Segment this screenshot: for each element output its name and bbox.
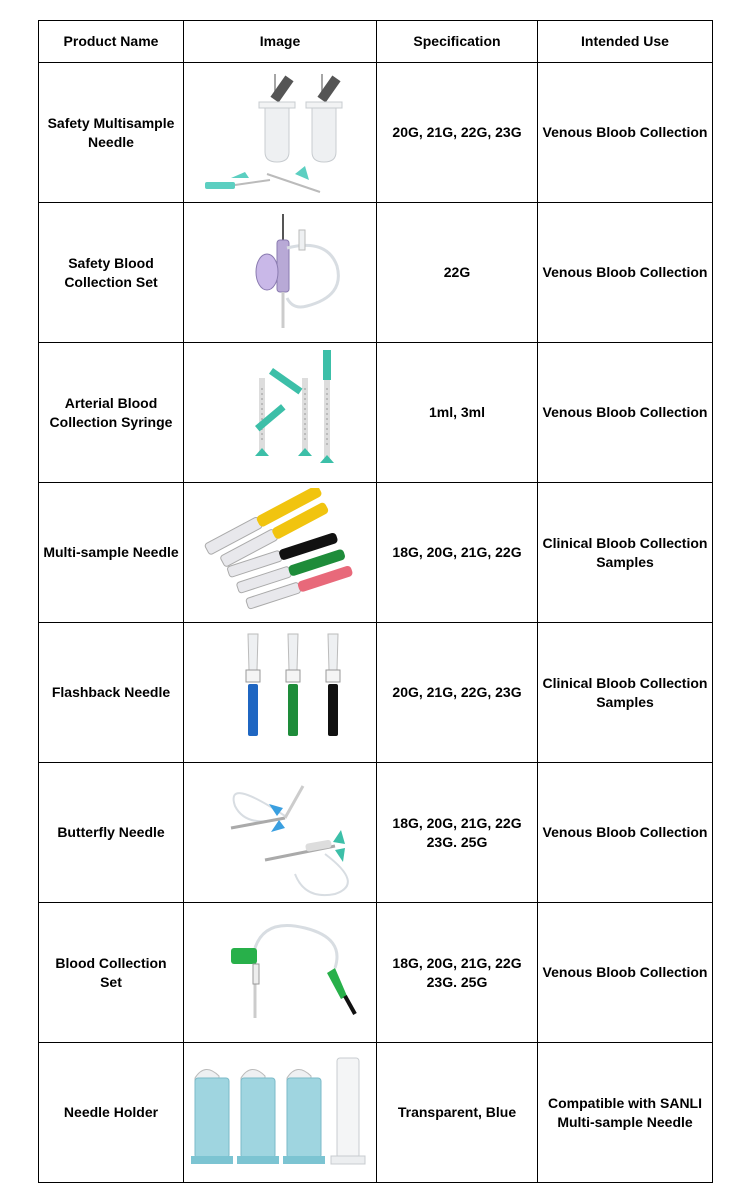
product-name: Safety Multisample Needle: [39, 63, 184, 203]
intended-use: Clinical Bloob Collection Samples: [538, 483, 713, 623]
intended-use: Clinical Bloob Collection Samples: [538, 623, 713, 763]
intended-use: Compatible with SANLI Multi-sample Needle: [538, 1043, 713, 1183]
product-name: Blood Collection Set: [39, 903, 184, 1043]
table-row: [39, 63, 713, 203]
safety-blood-collection-set-icon: [195, 208, 365, 338]
product-name: Flashback Needle: [39, 623, 184, 763]
blood-collection-set-icon: [195, 908, 365, 1038]
table-row: [39, 903, 713, 1043]
arterial-syringe-icon: [195, 348, 365, 478]
specification: 20G, 21G, 22G, 23G: [377, 623, 538, 763]
table-row: [39, 623, 713, 763]
product-image: [184, 63, 377, 203]
product-image: [184, 343, 377, 483]
specification: Transparent, Blue: [377, 1043, 538, 1183]
table-row: [39, 763, 713, 903]
product-name: Arterial Blood Collection Syringe: [39, 343, 184, 483]
table-row: [39, 1043, 713, 1183]
product-image: [184, 903, 377, 1043]
specification: 22G: [377, 203, 538, 343]
product-name: Butterfly Needle: [39, 763, 184, 903]
intended-use: Venous Bloob Collection: [538, 203, 713, 343]
product-image: [184, 483, 377, 623]
intended-use: Venous Bloob Collection: [538, 903, 713, 1043]
header-intended-use: Intended Use: [538, 21, 713, 63]
specification: 20G, 21G, 22G, 23G: [377, 63, 538, 203]
product-name: Needle Holder: [39, 1043, 184, 1183]
intended-use: Venous Bloob Collection: [538, 63, 713, 203]
header-specification: Specification: [377, 21, 538, 63]
intended-use: Venous Bloob Collection: [538, 763, 713, 903]
needle-holder-icon: [185, 1048, 375, 1178]
table-header-row: [39, 21, 713, 63]
product-image: [184, 203, 377, 343]
table-row: [39, 483, 713, 623]
table-row: [39, 343, 713, 483]
product-name: Safety Blood Collection Set: [39, 203, 184, 343]
intended-use: Venous Bloob Collection: [538, 343, 713, 483]
specification: 18G, 20G, 21G, 22G 23G. 25G: [377, 763, 538, 903]
header-image: Image: [184, 21, 377, 63]
safety-multisample-needle-icon: [195, 68, 365, 198]
product-name: Multi-sample Needle: [39, 483, 184, 623]
header-product-name: Product Name: [39, 21, 184, 63]
butterfly-needle-icon: [195, 768, 365, 898]
specification: 1ml, 3ml: [377, 343, 538, 483]
specification: 18G, 20G, 21G, 22G: [377, 483, 538, 623]
product-image: [184, 1043, 377, 1183]
product-image: [184, 763, 377, 903]
product-table: [38, 20, 713, 1183]
specification: 18G, 20G, 21G, 22G 23G. 25G: [377, 903, 538, 1043]
multi-sample-needle-icon: [195, 488, 365, 618]
flashback-needle-icon: [195, 628, 365, 758]
product-image: [184, 623, 377, 763]
table-row: [39, 203, 713, 343]
